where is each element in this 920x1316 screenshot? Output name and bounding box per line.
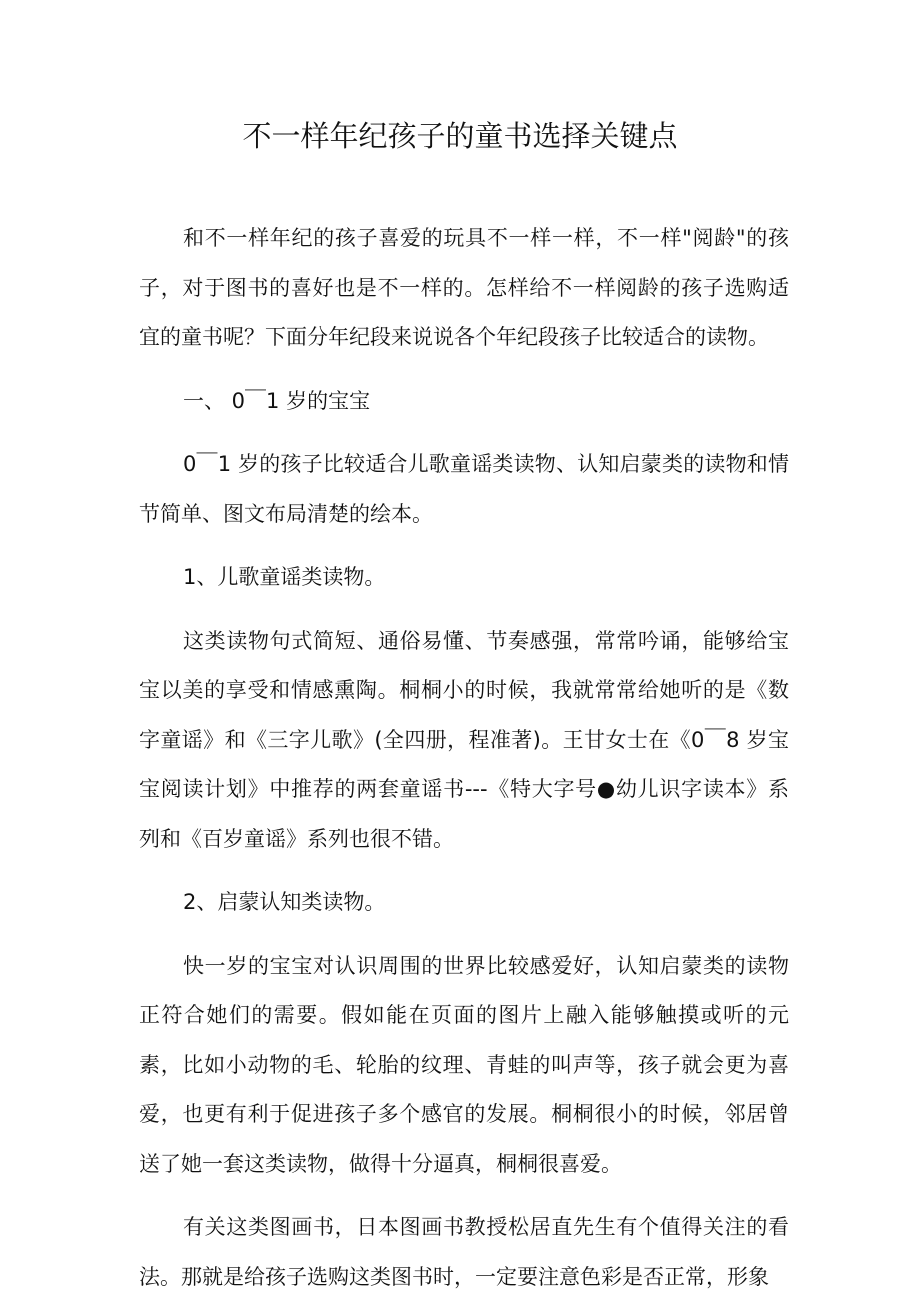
document-title: 不一样年纪孩子的童书选择关键点 <box>242 119 678 153</box>
paragraph-matsui-opinion: 有关这类图画书，日本图画书教授松居直先生有个值得关注的看法。那就是给孩子选购这类图书时，一定要注意色彩是否正常，形象 <box>139 1215 789 1289</box>
subheading-nursery-rhymes: 1、儿歌童谣类读物。 <box>183 565 386 589</box>
paragraph-nursery-rhymes: 这类读物句式简短、通俗易懂、节奏感强，常常吟诵，能够给宝宝以美的享受和情感熏陶。桐桐小的时候，我就常常给她听的是《数字童谣》和《三字儿歌》(全四册，程准著)。王甘女士在《0￣8 岁宝宝阅读计划》中推荐的两套童谣书---《特大字号●幼儿识字读本》系列和《百岁童谣》系列也很不错。 <box>139 628 789 851</box>
subheading-cognitive-books: 2、启蒙认知类读物。 <box>183 890 386 914</box>
paragraph-cognitive-books: 快一岁的宝宝对认识周围的世界比较感爱好，认知启蒙类的读物正符合她们的需要。假如能在页面的图片上融入能够触摸或听的元素，比如小动物的毛、轮胎的纹理、青蛙的叫声等，孩子就会更为喜爱，也更有利于促进孩子多个感官的发展。桐桐很小的时候，邻居曾送了她一套这类读物，做得十分逼真，桐桐很喜爱。 <box>139 953 789 1176</box>
paragraph-intro: 和不一样年纪的孩子喜爱的玩具不一样一样，不一样"阅龄"的孩子，对于图书的喜好也是不一样的。怎样给不一样阅龄的孩子选购适宜的童书呢？下面分年纪段来说说各个年纪段孩子比较适合的读物。 <box>139 226 789 349</box>
paragraph-age-0-1-summary: 0￣1 岁的孩子比较适合儿歌童谣类读物、认知启蒙类的读物和情节简单、图文布局清楚的绘本。 <box>139 452 789 526</box>
document-body <box>139 214 789 1316</box>
section-heading-age-0-1: 一、 0￣1 岁的宝宝 <box>183 388 371 413</box>
